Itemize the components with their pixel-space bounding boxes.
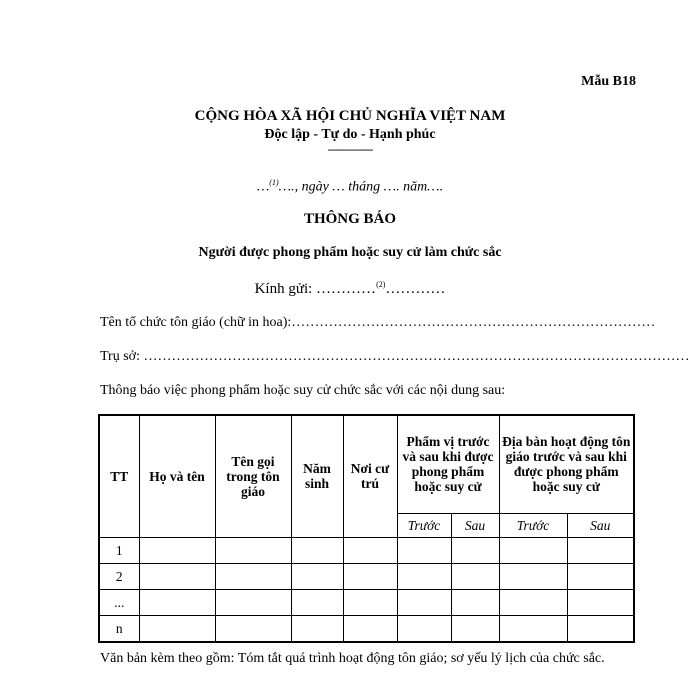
date-suffix: …., ngày … tháng …. năm….	[278, 179, 444, 195]
recipient-note: (2)	[376, 280, 386, 289]
table-cell[interactable]	[397, 615, 451, 642]
table-cell[interactable]	[139, 563, 215, 589]
address-field: Trụ sở: ………………………………………………………………………………………………………	[100, 349, 690, 364]
table-cell[interactable]	[291, 615, 343, 642]
table-cell[interactable]	[451, 537, 499, 563]
table-cell[interactable]	[291, 563, 343, 589]
table-cell[interactable]	[499, 615, 567, 642]
recipient-label: Kính gửi: …………	[254, 281, 377, 297]
table-cell[interactable]	[499, 563, 567, 589]
header-religious-name: Tên gọi trong tôn giáo	[215, 415, 291, 537]
table-cell[interactable]	[567, 589, 634, 615]
table-cell[interactable]	[343, 589, 397, 615]
date-line	[0, 178, 700, 196]
table-cell[interactable]	[215, 615, 291, 642]
table-row	[99, 563, 634, 589]
date-prefix: …	[256, 179, 270, 195]
table-cell[interactable]	[499, 589, 567, 615]
row-number: n	[99, 615, 139, 642]
header-rule: ---------------	[327, 142, 373, 156]
subheader-rank-before: Trước	[397, 513, 451, 537]
date-note: (1)	[269, 178, 279, 187]
table-row	[99, 615, 634, 642]
table-cell[interactable]	[215, 563, 291, 589]
subheader-area-before: Trước	[499, 513, 567, 537]
table-cell[interactable]	[139, 589, 215, 615]
recipient-line	[0, 280, 700, 298]
header-residence: Nơi cư trú	[343, 415, 397, 537]
table-cell[interactable]	[567, 537, 634, 563]
table-cell[interactable]	[343, 563, 397, 589]
header-name: Họ và tên	[139, 415, 215, 537]
row-number: ...	[99, 589, 139, 615]
row-number: 1	[99, 537, 139, 563]
table-cell[interactable]	[215, 589, 291, 615]
row-number: 2	[99, 563, 139, 589]
recipient-tail: …………	[385, 281, 446, 297]
header-rank: Phẩm vị trước và sau khi được phong phẩm hoặc suy cử	[397, 415, 499, 513]
attachments-note: Văn bản kèm theo gồm: Tóm tắt quá trình hoạt động tôn giáo; sơ yếu lý lịch của chức sắc.	[100, 651, 605, 666]
table-cell[interactable]	[397, 537, 451, 563]
national-motto: Độc lập - Tự do - Hạnh phúc	[264, 127, 436, 142]
table-cell[interactable]	[291, 589, 343, 615]
intro-text: Thông báo việc phong phẩm hoặc suy cử chức sắc với các nội dung sau:	[100, 383, 506, 398]
header-area: Địa bàn hoạt động tôn giáo trước và sau khi được phong phẩm hoặc suy cử	[499, 415, 634, 513]
table-cell[interactable]	[451, 589, 499, 615]
table-cell[interactable]	[291, 537, 343, 563]
table-cell[interactable]	[567, 563, 634, 589]
table-cell[interactable]	[139, 537, 215, 563]
table-cell[interactable]	[451, 615, 499, 642]
table-cell[interactable]	[343, 537, 397, 563]
table-cell[interactable]	[397, 563, 451, 589]
table-cell[interactable]	[397, 589, 451, 615]
table-row	[99, 589, 634, 615]
form-code: Mẫu B18	[581, 74, 636, 89]
table-cell[interactable]	[343, 615, 397, 642]
subheader-rank-after: Sau	[451, 513, 499, 537]
table-row	[99, 537, 634, 563]
header-birth-year: Năm sinh	[291, 415, 343, 537]
table-cell[interactable]	[567, 615, 634, 642]
national-title: CỘNG HÒA XÃ HỘI CHỦ NGHĨA VIỆT NAM	[194, 108, 506, 124]
header-tt: TT	[99, 415, 139, 537]
org-name-field: Tên tổ chức tôn giáo (chữ in hoa):……………………………………………………………………	[100, 315, 656, 330]
clergy-table	[98, 414, 635, 643]
table-cell[interactable]	[215, 537, 291, 563]
document-title: THÔNG BÁO	[303, 211, 397, 227]
subheader-area-after: Sau	[567, 513, 634, 537]
document-subtitle: Người được phong phẩm hoặc suy cử làm chức sắc	[198, 245, 502, 260]
table-cell[interactable]	[451, 563, 499, 589]
table-cell[interactable]	[499, 537, 567, 563]
table-cell[interactable]	[139, 615, 215, 642]
